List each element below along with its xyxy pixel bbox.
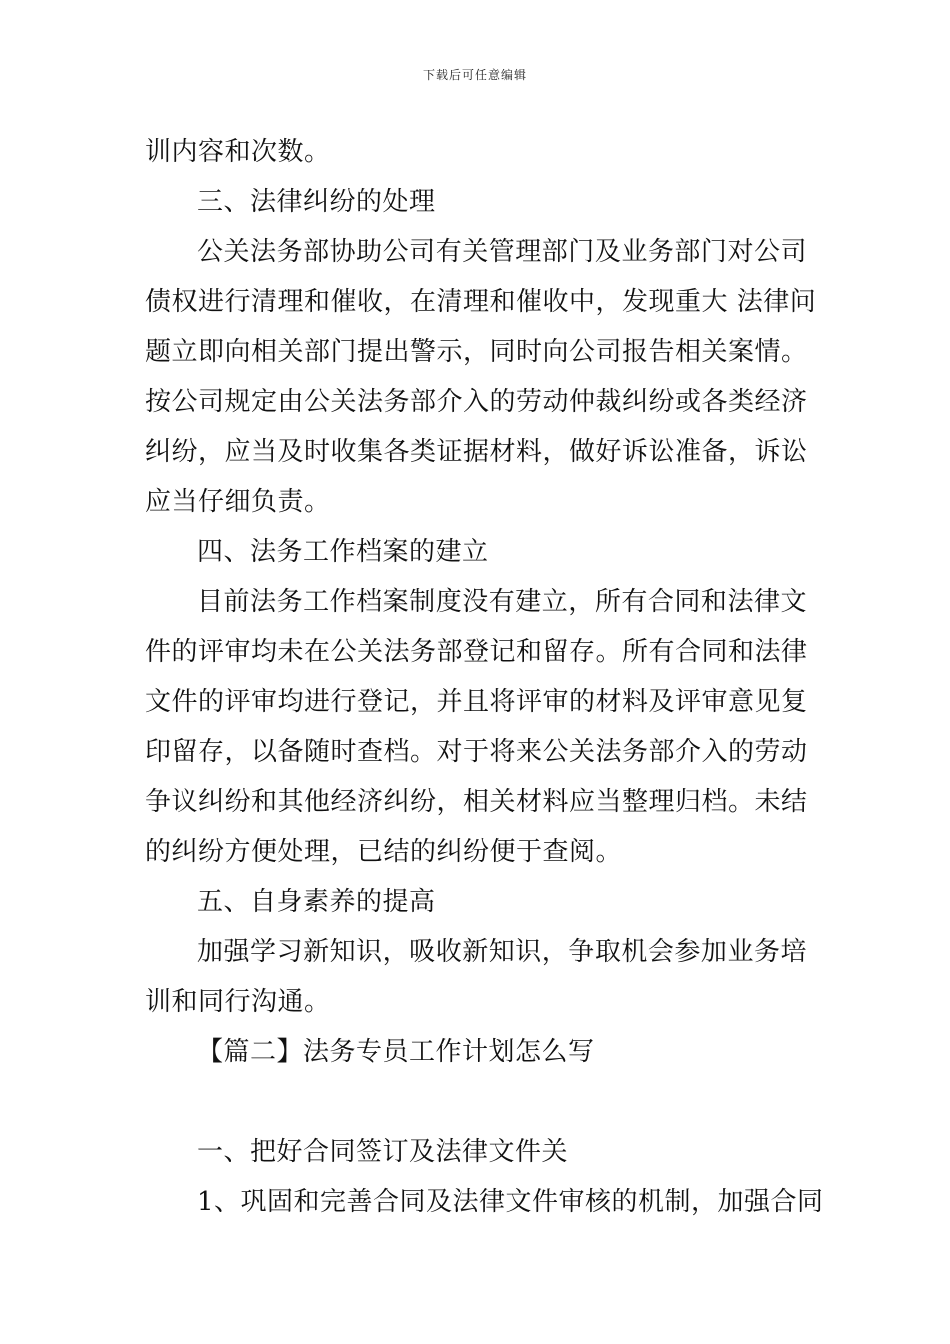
text-line: 加强学习新知识，吸收新知识，争取机会参加业务培 <box>197 937 807 967</box>
text-line: 应当仔细负责。 <box>145 487 331 517</box>
text-line: 债权进行清理和催收，在清理和催收中，发现重大 法律问 <box>145 287 817 317</box>
text-line: 的纠纷方便处理，已结的纠纷便于查阅。 <box>145 837 623 867</box>
text-line: 印留存，以备随时查档。对于将来公关法务部介入的劳动 <box>145 737 808 767</box>
text-line: 争议纠纷和其他经济纠纷，相关材料应当整理归档。未结 <box>145 787 808 817</box>
text-line: 件的评审均未在公关法务部登记和留存。所有合同和法律 <box>145 637 808 667</box>
section-heading-self-improvement: 五、自身素养的提高 <box>197 887 436 917</box>
text-line: 目前法务工作档案制度没有建立，所有合同和法律文 <box>197 587 807 617</box>
section-heading-legal-disputes: 三、法律纠纷的处理 <box>197 187 436 217</box>
document-body <box>145 127 824 1227</box>
text-line: 公关法务部协助公司有关管理部门及业务部门对公司 <box>197 237 807 267</box>
page-header-note: 下载后可任意编辑 <box>422 68 527 82</box>
blank-line <box>145 1077 807 1127</box>
text-line: 训内容和次数。 <box>145 137 331 167</box>
text-line: 按公司规定由公关法务部介入的劳动仲裁纠纷或各类经济 <box>145 387 808 417</box>
text-line: 训和同行沟通。 <box>145 987 331 1017</box>
text-line: 文件的评审均进行登记，并且将评审的材料及评审意见复 <box>145 687 808 717</box>
section-heading-contracts: 一、把好合同签订及法律文件关 <box>197 1137 569 1167</box>
section-heading-archives: 四、法务工作档案的建立 <box>197 537 489 567</box>
text-line: 1、巩固和完善合同及法律文件审核的机制，加强合同 <box>197 1187 824 1217</box>
text-line: 题立即向相关部门提出警示，同时向公司报告相关案情。 <box>145 337 808 367</box>
text-line: 纠纷，应当及时收集各类证据材料，做好诉讼准备，诉讼 <box>145 437 808 467</box>
chapter-title-part-two: 【篇二】法务专员工作计划怎么写 <box>197 1037 595 1067</box>
